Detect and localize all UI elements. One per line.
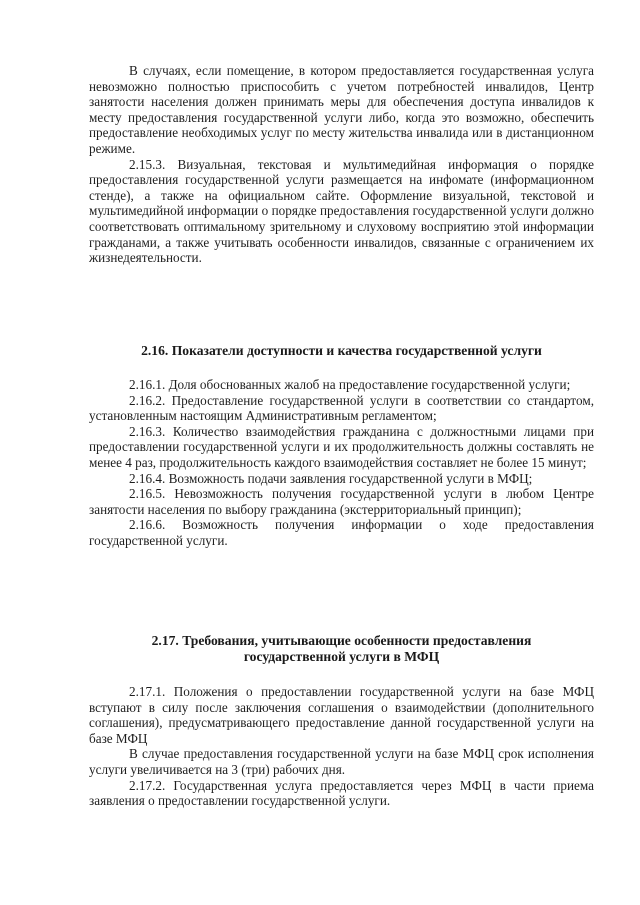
paragraph-2-15-2-cont: В случаях, если помещение, в котором предоставляется государственная услуга невозможно полностью приспособить с учетом потребностей инвалидов, Центр занятости населения должен принимать меры для обеспечения доступа инвалидов к месту предоставления государственной услуги либо, когда это возможно, обеспечить предоставление необходимых услуг по месту жительства инвалида или в дистанционном режиме. (89, 63, 594, 156)
paragraph-2-17-1-note: В случае предоставления государственной услуги на базе МФЦ срок исполнения услуги увеличивается на 3 (три) рабочих дня. (89, 746, 594, 777)
paragraph-2-16-2: 2.16.2. Предоставление государственной услуги в соответствии со стандартом, установленным настоящим Административным регламентом; (89, 392, 594, 424)
section-2-16-heading (89, 343, 594, 359)
paragraph-2-17-1: 2.17.1. Положения о предоставлении государственной услуги на базе МФЦ вступают в силу после заключения соглашения о взаимодействии (дополнительного соглашения), предусматривающего предоставление данной государственной услуги на базе МФЦ (89, 684, 594, 746)
paragraph-2-15-3: 2.15.3. Визуальная, текстовая и мультимедийная информация о порядке предоставления государственной услуги размещается на инфомате (информационном стенде), а также на официальном сайте. Оформление визуальной, текстовой и мультимедийной информации о порядке предоставления государственной услуги должно соответствовать оптимальному зрительному и слуховому восприятию этой информации гражданами, а также учитывать особенности инвалидов, связанные с ограничением их жизнедеятельности. (89, 156, 594, 266)
paragraph-2-16-4: 2.16.4. Возможность подачи заявления государственной услуги в МФЦ; (129, 470, 533, 486)
paragraph-2-16-1: 2.16.1. Доля обоснованных жалоб на предоставление государственной услуги; (129, 377, 571, 392)
heading-text: 2.16. Показатели доступности и качества государственной услуги (141, 343, 542, 358)
section-2-16-body (89, 377, 594, 549)
paragraph-2-16-5: 2.16.5. Невозможность получения государственной услуги в любом Центре занятости населения по выбору гражданина (экстерриториальный принцип); (89, 486, 594, 517)
paragraph-2-17-2: 2.17.2. Государственная услуга предоставляется через МФЦ в части приема заявления о предоставлении государственной услуги. (89, 777, 594, 809)
section-2-17-body (89, 684, 594, 809)
heading-line-2: государственной услуги в МФЦ (243, 649, 440, 664)
paragraph-2-16-6: 2.16.6. Возможность получения информации о ходе предоставления государственной услуги. (89, 517, 594, 548)
heading-line-1: 2.17. Требования, учитывающие особенности предоставления (151, 633, 532, 648)
section-2-17-heading (89, 633, 594, 665)
section-2-15-body (89, 63, 594, 266)
paragraph-2-16-3: 2.16.3. Количество взаимодействия гражданина с должностными лицами при предоставлении государственной услуги и их продолжительность должны составлять не менее 4 раз, продолжительность каждого взаимодействия составляет не более 15 минут; (89, 423, 594, 470)
